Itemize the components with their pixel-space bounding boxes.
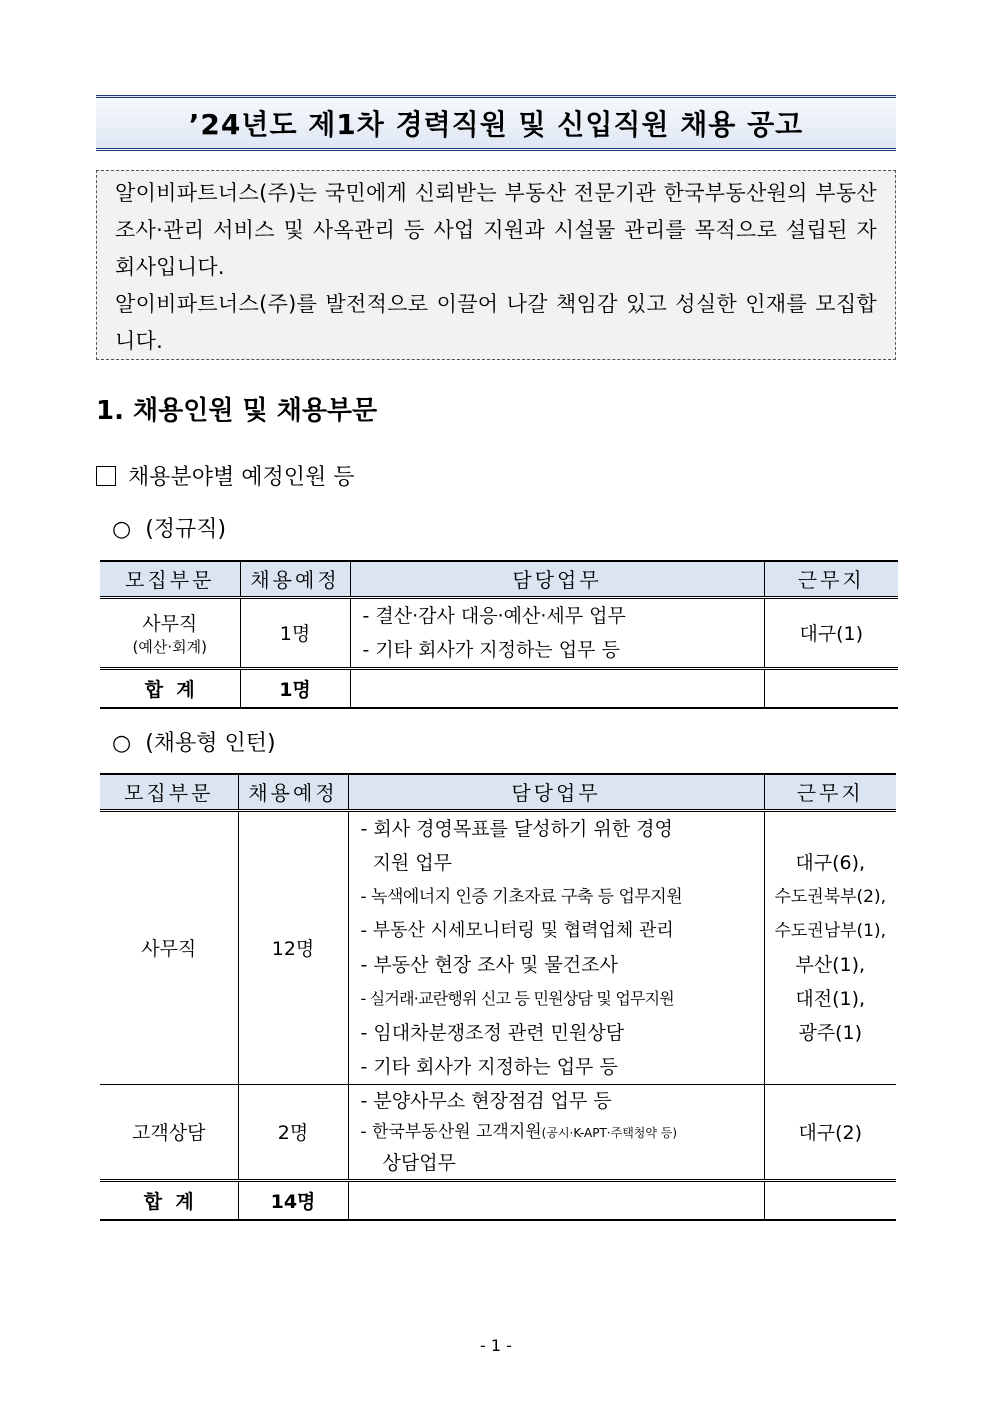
intro-paragraph-1: 알이비파트너스(주)는 국민에게 신뢰받는 부동산 전문기관 한국부동산원의 부동산 조사·관리 서비스 및 사옥관리 등 사업 지원과 시설물 관리를 목적으로 설립된 자회사입니다. <box>115 181 877 279</box>
duty-note: (공시·K-APT·주택청약 등) <box>541 1125 678 1140</box>
col-location: 근무지 <box>764 561 898 597</box>
total-row <box>100 668 898 708</box>
duty-line: - 임대차분쟁조정 관련 민원상담 <box>360 1021 625 1044</box>
col-duty: 담당업무 <box>348 774 764 810</box>
dept-cell <box>100 597 240 668</box>
duty-line: - 기타 회사가 지정하는 업무 등 <box>360 1055 618 1078</box>
empty-cell <box>764 668 898 708</box>
location-line: 대구(6), <box>795 851 866 874</box>
duty-cell <box>348 810 764 1084</box>
location-line: 수도권북부(2), <box>774 886 887 907</box>
empty-cell <box>350 668 764 708</box>
empty-cell <box>764 1180 896 1220</box>
duty-line: - 기타 회사가 지정하는 업무 등 <box>362 638 620 661</box>
intern-table <box>100 773 896 1221</box>
table-row <box>100 810 896 1084</box>
count-cell: 2명 <box>238 1084 348 1180</box>
total-row <box>100 1180 896 1220</box>
title-banner <box>96 95 896 151</box>
duty-line: 지원 업무 <box>360 851 453 874</box>
col-count: 채용예정 <box>240 561 350 597</box>
total-count: 14명 <box>238 1180 348 1220</box>
page-title: ’24년도 제1차 경력직원 및 신입직원 채용 공고 <box>188 108 804 141</box>
location-line: 광주(1) <box>798 1021 863 1044</box>
duty-line: - 분양사무소 현장점검 업무 등 <box>360 1089 612 1112</box>
count-cell: 1명 <box>240 597 350 668</box>
location-line: 부산(1), <box>795 953 866 976</box>
regular-table <box>100 560 898 709</box>
dept-sub: (예산·회계) <box>132 637 207 656</box>
regular-heading <box>112 512 226 543</box>
duty-cell <box>350 597 764 668</box>
location-cell <box>764 810 896 1084</box>
total-label: 합 계 <box>100 668 240 708</box>
total-count: 1명 <box>240 668 350 708</box>
intro-box <box>96 170 896 360</box>
section-heading: 1. 채용인원 및 채용부문 <box>96 396 378 426</box>
duty-line <box>361 1116 764 1148</box>
duty-line: - 녹색에너지 인증 기초자료 구축 등 업무지원 <box>360 886 683 907</box>
duty-cell <box>348 1084 764 1180</box>
dept-name: 사무직 <box>142 612 198 635</box>
duty-line: - 회사 경영목표를 달성하기 위한 경영 <box>360 817 673 840</box>
duty-line: - 실거래·교란행위 신고 등 민원상담 및 업무지원 <box>360 988 674 1008</box>
empty-cell <box>348 1180 764 1220</box>
col-count: 채용예정 <box>238 774 348 810</box>
location-line: 대전(1), <box>795 987 866 1010</box>
col-dept: 모집부문 <box>100 561 240 597</box>
table-row <box>100 597 898 668</box>
dept-cell: 고객상담 <box>100 1084 238 1180</box>
sub-heading-text: 채용분야별 예정인원 등 <box>128 465 355 490</box>
duty-text: - 한국부동산원 고객지원 <box>360 1121 542 1142</box>
count-cell: 12명 <box>238 810 348 1084</box>
location-cell: 대구(1) <box>764 597 898 668</box>
duty-line: - 부동산 시세모니터링 및 협력업체 관리 <box>360 919 674 941</box>
intern-label: (채용형 인턴) <box>145 731 276 756</box>
duty-line: 상담업무 <box>382 1151 456 1174</box>
circle-bullet-icon: ○ <box>112 731 132 756</box>
checkbox-icon <box>96 466 116 486</box>
intro-paragraph-2: 알이비파트너스(주)를 발전적으로 이끌어 나갈 책임감 있고 성실한 인재를 모집합니다. <box>115 292 877 353</box>
location-cell: 대구(2) <box>764 1084 896 1180</box>
col-duty: 담당업무 <box>350 561 764 597</box>
page-number: - 1 - <box>480 1336 512 1355</box>
circle-bullet-icon: ○ <box>112 517 132 542</box>
table-row <box>100 1084 896 1180</box>
total-label: 합 계 <box>100 1180 238 1220</box>
dept-cell: 사무직 <box>100 810 238 1084</box>
col-location: 근무지 <box>764 774 896 810</box>
duty-line: - 결산·감사 대응·예산·세무 업무 <box>362 604 626 627</box>
regular-label: (정규직) <box>145 517 227 542</box>
col-dept: 모집부문 <box>100 774 238 810</box>
duty-line: - 부동산 현장 조사 및 물건조사 <box>360 953 618 976</box>
location-line: 수도권남부(1), <box>774 920 887 941</box>
sub-heading <box>96 460 355 491</box>
intern-heading <box>112 726 276 757</box>
